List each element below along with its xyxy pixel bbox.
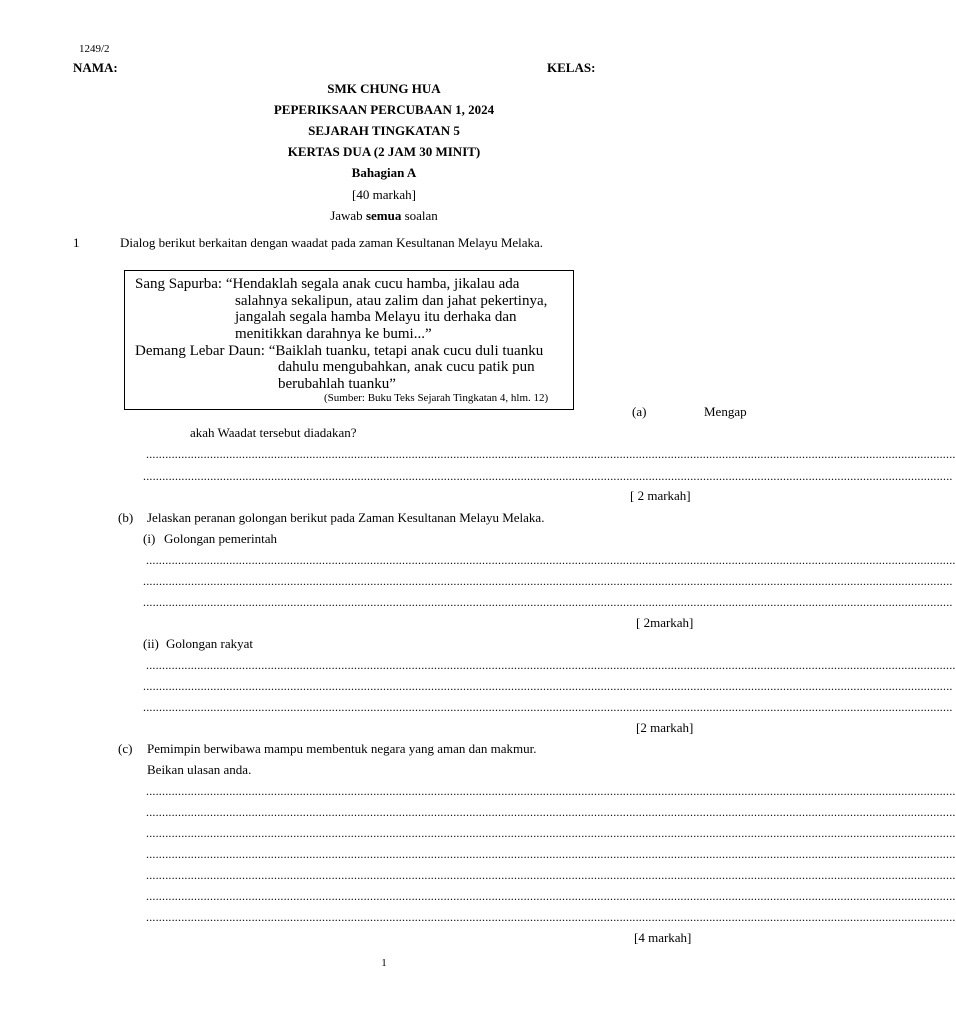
answer-line-b-i-2[interactable]: ............................................................................................................................................................................................................................................................. [143,574,953,588]
part-b-i-text: Golongan pemerintah [164,531,277,546]
dialog-source: (Sumber: Buku Teks Sejarah Tingkatan 4, hlm. 12) [324,392,549,404]
part-b-i-label: (i) [143,531,156,546]
page-number: 1 [381,957,387,969]
answer-line-c-4[interactable]: ............................................................................................................................................................................................................................................................. [146,847,956,861]
exam-title: PEPERIKSAAN PERCUBAAN 1, 2024 [273,102,495,117]
paper-title: KERTAS DUA (2 JAM 30 MINIT) [287,144,481,159]
question-number: 1 [73,235,80,250]
answer-line-a-2[interactable]: ............................................................................................................................................................................................................................................................. [143,469,953,483]
answer-line-c-6[interactable]: ............................................................................................................................................................................................................................................................. [146,889,956,903]
part-c-marks: [4 markah] [634,930,692,945]
total-marks: [40 markah] [352,187,416,202]
answer-line-a-1[interactable]: ............................................................................................................................................................................................................................................................. [146,447,956,461]
dialog-line-7: berubahlah tuanku” [278,376,396,392]
school-name: SMK CHUNG HUA [327,81,441,96]
part-c-label: (c) [118,741,133,756]
part-c-text: Pemimpin berwibawa mampu membentuk negara yang aman dan makmur. [147,741,537,756]
part-a-marks: [ 2 markah] [630,488,691,503]
instruction-post: soalan [401,208,438,223]
part-a-text-1: Mengap [704,404,747,419]
answer-line-c-3[interactable]: ............................................................................................................................................................................................................................................................. [146,826,956,840]
part-a-label: (a) [632,404,647,419]
part-a-text-2: akah Waadat tersebut diadakan? [190,425,357,440]
part-b-ii-text: Golongan rakyat [166,636,254,651]
instruction [0,208,768,224]
answer-line-c-7[interactable]: ............................................................................................................................................................................................................................................................. [146,910,956,924]
part-b-label: (b) [118,510,134,525]
answer-line-b-ii-2[interactable]: ............................................................................................................................................................................................................................................................. [143,679,953,693]
answer-line-c-5[interactable]: ............................................................................................................................................................................................................................................................. [146,868,956,882]
answer-line-b-ii-1[interactable]: ............................................................................................................................................................................................................................................................. [146,658,956,672]
answer-line-c-2[interactable]: ............................................................................................................................................................................................................................................................. [146,805,956,819]
instruction-pre: Jawab [330,208,366,223]
dialog-line-3: jangalah segala hamba Melayu itu derhaka dan [235,309,517,325]
dialog-line-4: menitikkan darahnya ke bumi...” [235,326,432,342]
answer-line-b-ii-3[interactable]: ............................................................................................................................................................................................................................................................. [143,700,953,714]
instruction-bold: semua [365,208,402,223]
dialog-box [124,270,574,410]
dialog-line-1: Sang Sapurba: “Hendaklah segala anak cucu hamba, jikalau ada [135,276,520,292]
nama-label: NAMA: [73,60,118,75]
part-b-text: Jelaskan peranan golongan berikut pada Zaman Kesultanan Melayu Melaka. [147,510,545,525]
answer-line-b-i-3[interactable]: ............................................................................................................................................................................................................................................................. [143,595,953,609]
dialog-line-2: salahnya sekalipun, atau zalim dan jahat pekertinya, [235,293,548,309]
answer-line-c-1[interactable]: ............................................................................................................................................................................................................................................................. [146,784,956,798]
subject-title: SEJARAH TINGKATAN 5 [308,123,460,138]
part-c-text-2: Beikan ulasan anda. [147,762,252,777]
part-b-i-marks: [ 2markah] [636,615,694,630]
section-title: Bahagian A [351,165,417,180]
kelas-label: KELAS: [547,60,596,75]
dialog-line-5: Demang Lebar Daun: “Baiklah tuanku, tetapi anak cucu duli tuanku [135,343,544,359]
answer-line-b-i-1[interactable]: ............................................................................................................................................................................................................................................................. [146,553,956,567]
paper-code: 1249/2 [79,43,110,55]
part-b-ii-label: (ii) [143,636,159,651]
question-stem: Dialog berikut berkaitan dengan waadat pada zaman Kesultanan Melayu Melaka. [120,235,544,250]
part-b-ii-marks: [2 markah] [636,720,694,735]
dialog-line-6: dahulu mengubahkan, anak cucu patik pun [278,359,535,375]
